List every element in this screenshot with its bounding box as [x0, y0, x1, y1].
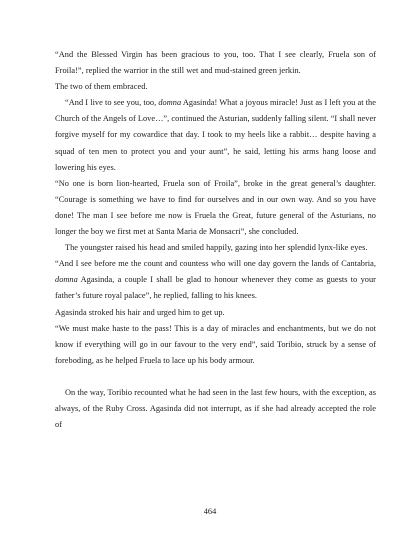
text-run: The youngster raised his head and smiled happily, gazing into her splendid lynx-like eyes.: [65, 243, 368, 253]
italic-term: domna: [158, 98, 182, 108]
text-run: Agasinda stroked his hair and urged him to get up.: [55, 307, 225, 317]
paragraph-p2: [55, 79, 376, 95]
paragraph-gap: [55, 369, 376, 385]
italic-term: domna: [55, 275, 78, 285]
page-number: 464: [203, 507, 217, 516]
paragraph-p4: [55, 176, 376, 240]
text-run: “We must make haste to the pass! This is a day of miracles and enchantments, but we do not know if everything will go in our favour to the very end”, said Toribio, struck by a sense of foreboding, as he helped Fruela to lace up his body armour.: [55, 323, 376, 365]
text-run: The two of them embraced.: [55, 82, 148, 92]
paragraph-p7: [55, 305, 376, 321]
body-text: [55, 47, 376, 433]
text-run: Agasinda, a couple I shall be glad to honour whenever they come as guests to your father’s future royal palace”, he replied, falling to his knees.: [55, 275, 376, 301]
text-run: Agasinda! What a joyous miracle! Just as I left you at the Church of the Angels of Love…”, continued the Asturian, suddenly falling silent. “I shall never forgive myself for my cowardice that day. I took to my heels like a rabbit… despite having a squad of ten men to protect you and your aunt”, he said, letting his arms hang loose and lowering his eyes.: [55, 98, 376, 172]
paragraph-p1: [55, 47, 376, 79]
paragraph-p6: [55, 256, 376, 304]
paragraph-p3: [55, 95, 376, 175]
text-run: On the way, Toribio recounted what he had seen in the last few hours, with the exception, as always, of the Ruby Cross. Agasinda did not interrupt, as if she had already accepted the role of: [55, 387, 376, 430]
paragraph-p9: [55, 385, 376, 433]
text-run: “And I live to see you, too,: [65, 98, 159, 108]
text-run: “No one is born lion-hearted, Fruela son of Froila”, broke in the great general’s daughter. “Courage is something we have to find for ourselves and in our own way. And so you have done! The man I see before me now is Fruela the Great, future general of the Asturians, no longer the boy we first met at Santa Maria de Monsacri”, she concluded.: [55, 178, 376, 237]
paragraph-p8: [55, 321, 376, 369]
text-run: “And the Blessed Virgin has been gracious to you, too. That I see clearly, Fruela son of Froila!”, replied the warrior in the still wet and mud-stained green jerkin.: [55, 50, 376, 76]
paragraph-p5: [55, 240, 376, 256]
text-run: “And I see before me the count and countess who will one day govern the lands of Cantabria,: [55, 259, 376, 269]
